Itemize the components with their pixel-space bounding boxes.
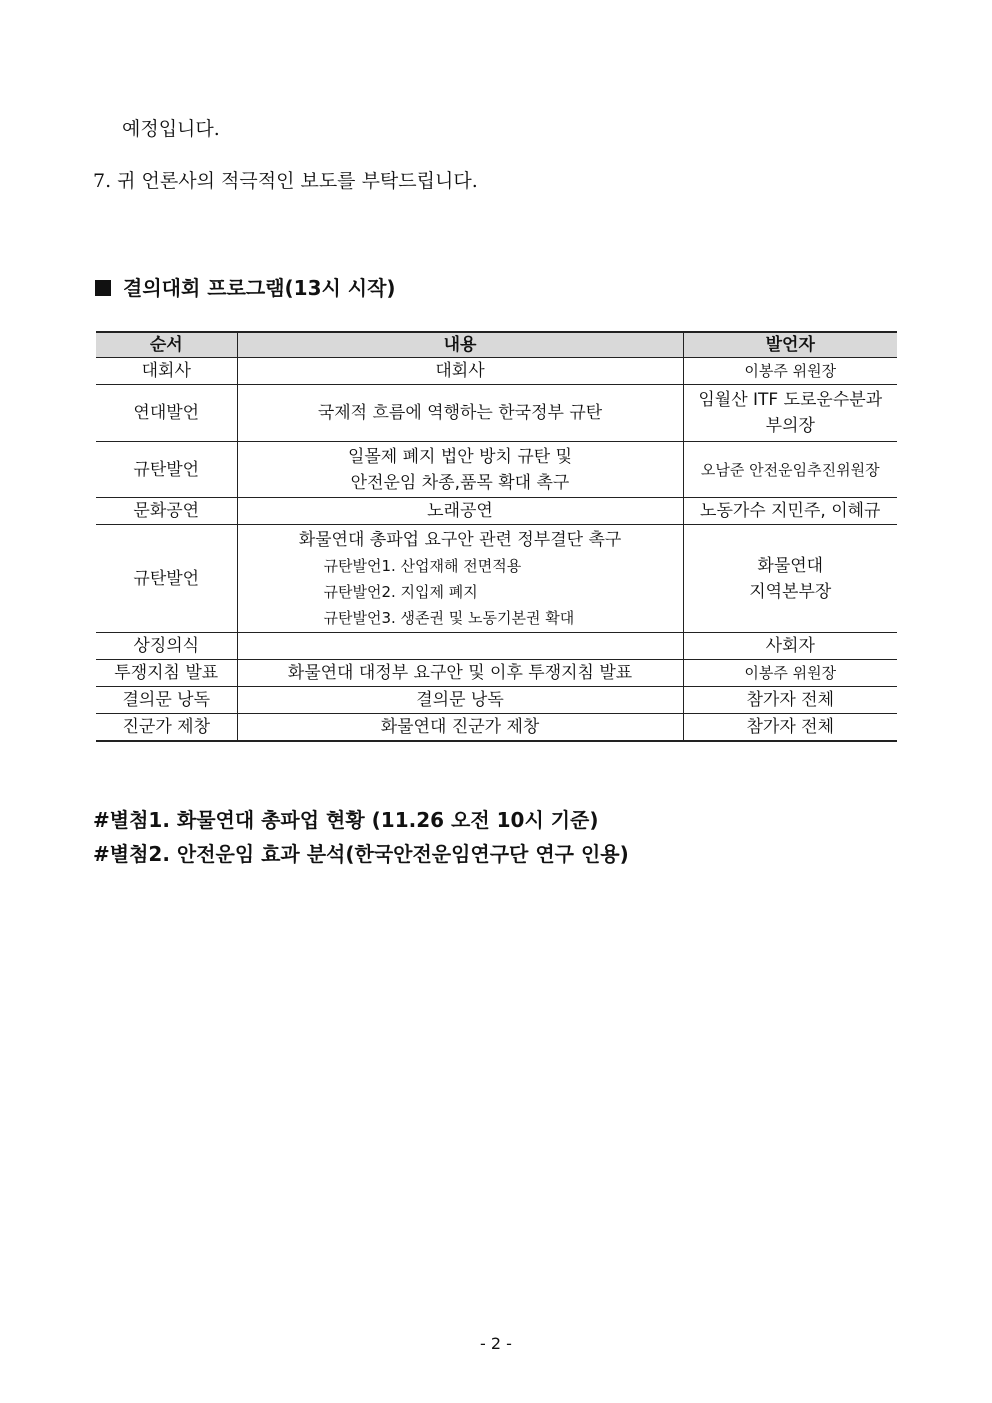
program-table [96,331,897,742]
section-title-text: 결의대회 프로그램(13시 시작) [123,276,396,300]
content-cell: 국제적 흐름에 역행하는 한국정부 규탄 [237,385,683,442]
table-row [96,358,897,385]
page-number: - 2 - [480,1334,512,1353]
content-line: 화물연대 총파업 요구안 관련 정부결단 촉구 [298,529,622,550]
header-speaker: 발언자 [683,332,897,358]
speaker-line: 임월산 ITF 도로운수분과 [698,390,883,410]
order-cell: 진군가 제창 [96,714,237,742]
speaker-line: 지역본부장 [749,581,832,602]
content-line: 안전운임 차종,품목 확대 촉구 [350,472,570,493]
speaker-line: 부의장 [765,416,815,436]
speaker-cell: 노동가수 지민주, 이혜규 [683,498,897,525]
speaker-cell: 이봉주 위원장 [683,660,897,687]
speaker-cell: 이봉주 위원장 [683,358,897,385]
speaker-cell [683,525,897,633]
table-row [96,687,897,714]
speaker-cell: 참가자 전체 [683,687,897,714]
content-line: 일몰제 폐지 법안 방치 규탄 및 [347,446,573,467]
order-cell: 규탄발언 [96,442,237,498]
content-cell: 화물연대 진군가 제창 [237,714,683,742]
order-cell: 대회사 [96,358,237,385]
order-cell: 상징의식 [96,633,237,660]
content-cell: 화물연대 대정부 요구안 및 이후 투쟁지침 발표 [237,660,683,687]
order-cell: 규탄발언 [96,525,237,633]
square-bullet-icon [95,280,111,296]
speaker-cell: 오남준 안전운임추진위원장 [683,442,897,498]
table-row [96,714,897,742]
table-row [96,385,897,442]
section-title [95,272,396,301]
order-cell: 투쟁지침 발표 [96,660,237,687]
speaker-cell: 사회자 [683,633,897,660]
speaker-cell [683,385,897,442]
speaker-line: 화물연대 [757,555,824,576]
content-cell: 결의문 낭독 [237,687,683,714]
sub-item: 규탄발언2. 지입제 폐지 [323,582,478,601]
table-row [96,442,897,498]
order-cell: 결의문 낭독 [96,687,237,714]
content-cell [237,525,683,633]
content-cell: 노래공연 [237,498,683,525]
order-cell: 문화공연 [96,498,237,525]
header-content: 내용 [237,332,683,358]
header-order: 순서 [96,332,237,358]
speaker-cell: 참가자 전체 [683,714,897,742]
content-cell [237,633,683,660]
sub-item: 규탄발언3. 생존권 및 노동기본권 확대 [323,608,575,627]
order-cell: 연대발언 [96,385,237,442]
intro-line-2: 7. 귀 언론사의 적극적인 보도를 부탁드립니다. [93,170,478,192]
intro-line-1: 예정입니다. [122,118,220,140]
table-header-row [96,332,897,358]
attachment-1: #별첨1. 화물연대 총파업 현황 (11.26 오전 10시 기준) [93,808,599,832]
content-cell [237,442,683,498]
sub-item: 규탄발언1. 산업재해 전면적용 [323,556,522,575]
content-cell: 대회사 [237,358,683,385]
table-row [96,633,897,660]
table-row [96,525,897,633]
attachment-2: #별첨2. 안전운임 효과 분석(한국안전운임연구단 연구 인용) [93,842,629,866]
table-row [96,498,897,525]
table-row [96,660,897,687]
